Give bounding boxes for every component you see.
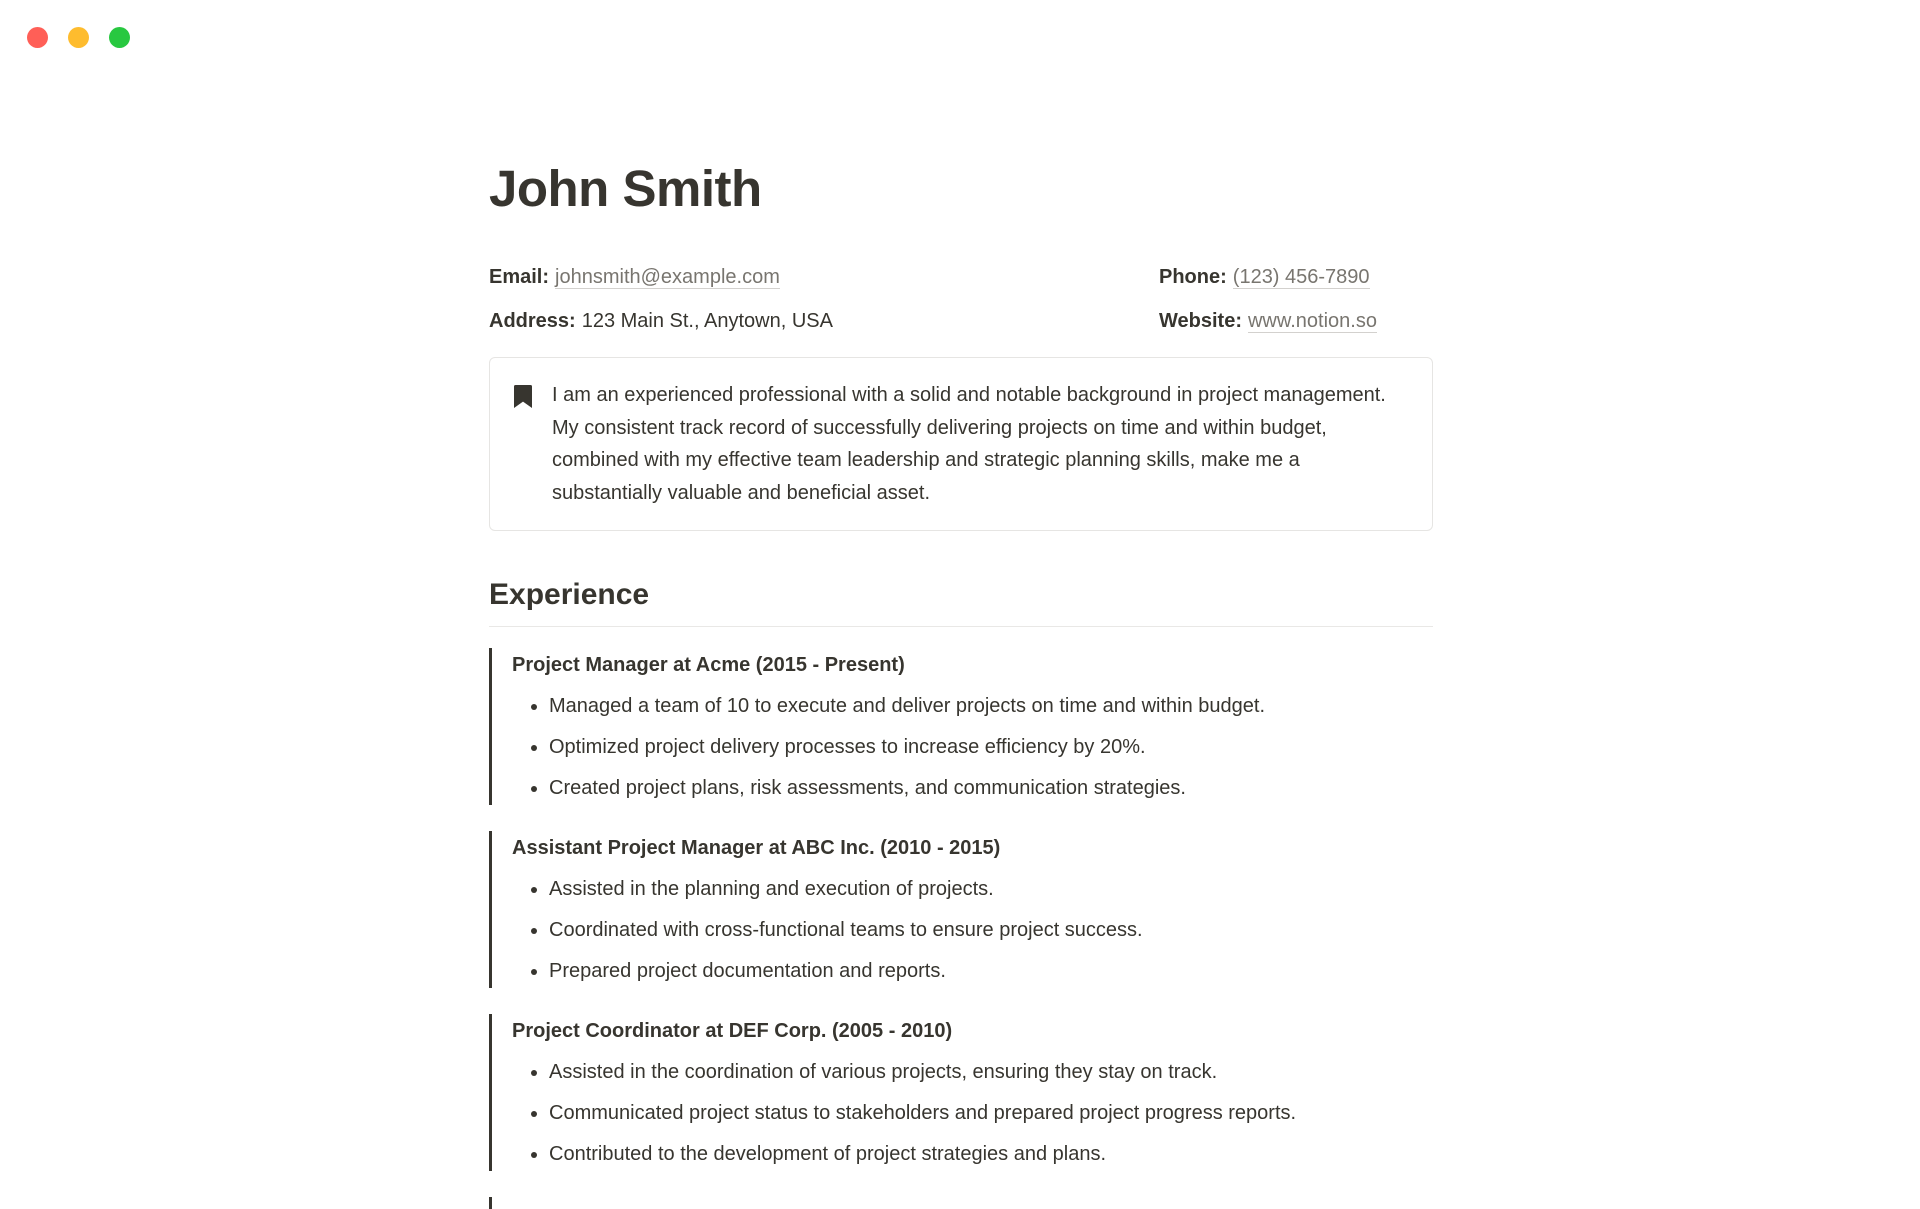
experience-heading: Experience bbox=[489, 578, 650, 611]
address-label: Address: bbox=[489, 310, 576, 332]
next-quote-block-stub bbox=[489, 1197, 493, 1209]
job-bullet: • Created project plans, risk assessments, and communication strategies. bbox=[549, 774, 1433, 803]
job-bullet: • Contributed to the development of project strategies and plans. bbox=[549, 1140, 1433, 1169]
job-bullet: • Managed a team of 10 to execute and deliver projects on time and within budget. bbox=[549, 692, 1433, 721]
phone-label: Phone: bbox=[1159, 266, 1227, 288]
job-block bbox=[489, 831, 1433, 988]
job-title: Project Coordinator at DEF Corp. (2005 - 2010) bbox=[512, 1020, 953, 1042]
minimize-button[interactable] bbox=[68, 27, 89, 48]
job-title: Project Manager at Acme (2015 - Present) bbox=[512, 654, 905, 676]
contact-phone-row bbox=[1159, 265, 1433, 290]
phone-link[interactable]: (123) 456-7890 bbox=[1232, 266, 1370, 288]
website-label: Website: bbox=[1159, 310, 1242, 332]
email-label: Email: bbox=[489, 266, 550, 288]
section-divider bbox=[489, 626, 1433, 627]
job-block bbox=[489, 648, 1433, 805]
job-bullet: • Communicated project status to stakeholders and prepared project progress reports. bbox=[549, 1099, 1433, 1128]
job-bullet: • Coordinated with cross-functional teams to ensure project success. bbox=[549, 916, 1433, 945]
contact-email-row bbox=[489, 265, 1159, 290]
contact-address-row bbox=[489, 309, 1159, 334]
close-button[interactable] bbox=[27, 27, 48, 48]
job-bullet: • Prepared project documentation and reports. bbox=[549, 957, 1433, 986]
summary-callout bbox=[489, 357, 1433, 531]
contact-website-row bbox=[1159, 309, 1433, 334]
job-bullet-list bbox=[512, 875, 1433, 986]
job-bullet: • Assisted in the coordination of various projects, ensuring they stay on track. bbox=[549, 1058, 1433, 1087]
job-bullet: • Assisted in the planning and execution of projects. bbox=[549, 875, 1433, 904]
window-controls bbox=[27, 27, 130, 48]
zoom-button[interactable] bbox=[109, 27, 130, 48]
address-value: 123 Main St., Anytown, USA bbox=[581, 310, 833, 332]
job-bullet-list bbox=[512, 1058, 1433, 1169]
job-block bbox=[489, 1014, 1433, 1171]
job-title: Assistant Project Manager at ABC Inc. (2010 - 2015) bbox=[512, 837, 1001, 859]
contact-info bbox=[489, 265, 1433, 334]
bookmark-icon bbox=[514, 385, 532, 408]
job-bullet: • Optimized project delivery processes to increase efficiency by 20%. bbox=[549, 733, 1433, 762]
resume-document bbox=[489, 160, 1433, 1209]
summary-text: I am an experienced professional with a solid and notable background in project management. My consistent track record of successfully delivering projects on time and within budget, combined with my effective team leadership and strategic planning skills, make me a substantially valuable and beneficial asset. bbox=[552, 384, 1386, 504]
job-bullet-list bbox=[512, 692, 1433, 803]
website-link[interactable]: www.notion.so bbox=[1247, 310, 1377, 332]
page-title: John Smith bbox=[489, 160, 762, 217]
email-link[interactable]: johnsmith@example.com bbox=[555, 266, 780, 288]
